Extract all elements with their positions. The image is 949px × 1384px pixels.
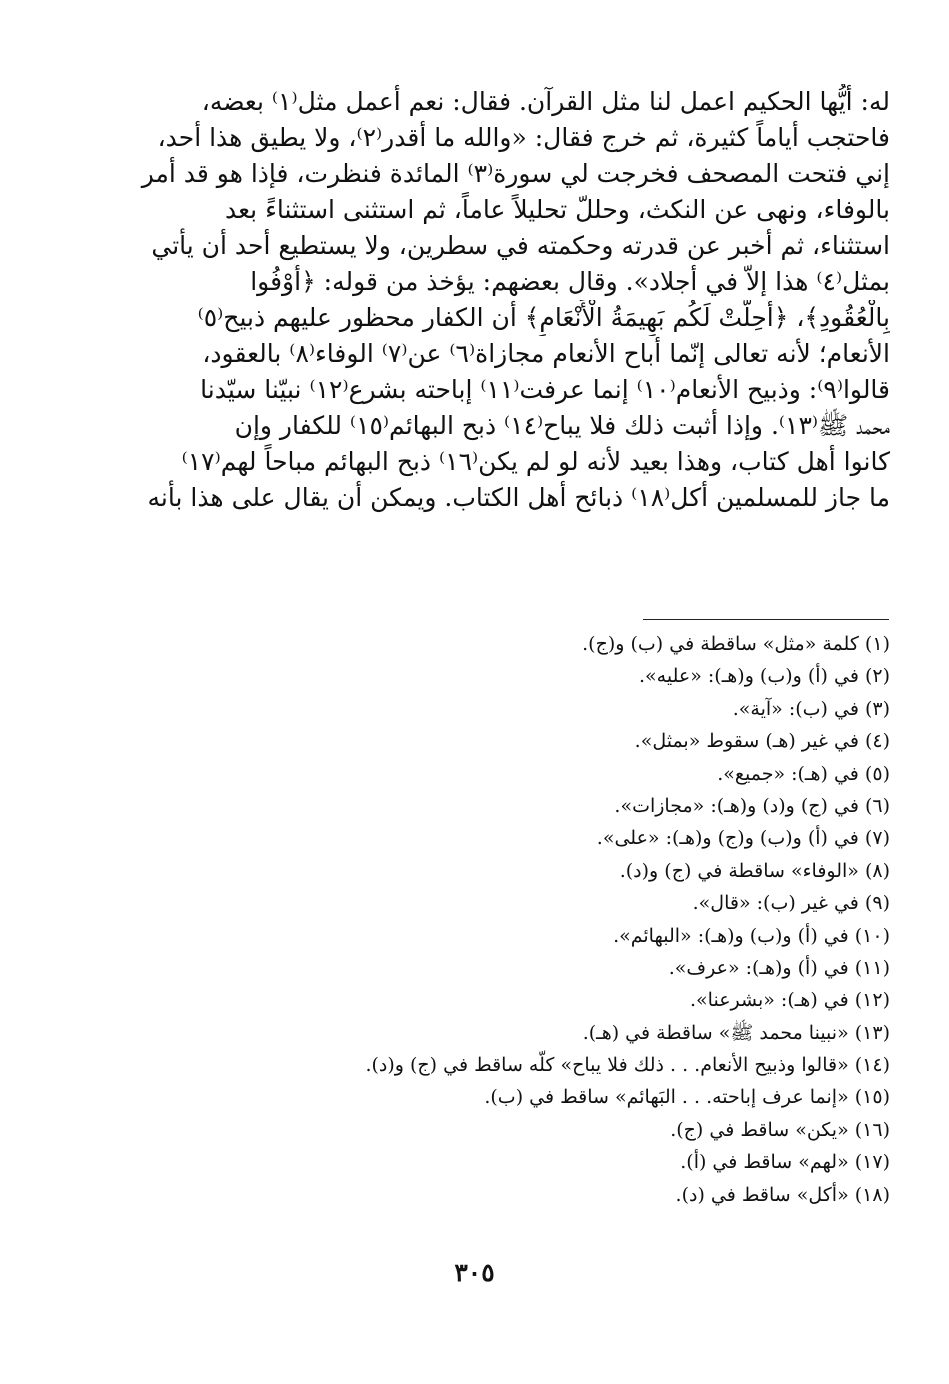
footnote: (١٦) «يكن» ساقط في (ج).: [670, 1118, 890, 1141]
footnote: (١١) في (أ) و(هـ): «عرف».: [668, 956, 890, 979]
footnote: (١٢) في (هـ): «بشرعنا».: [690, 989, 890, 1012]
footnote-divider: [643, 619, 889, 620]
footnote: (١٤) «قالوا وذبيح الأنعام. . . ذلك فلا يباح» كلّه ساقط في (ج) و(د).: [365, 1054, 890, 1077]
body-line: محمد ﷺ⁽١٣⁾. وإذا أثبت ذلك فلا يباح⁽١٤⁾ ذبح البهائم⁽١٥⁾ للكفار وإن: [234, 411, 890, 440]
footnote: (١٥) «إنما عرف إباحته. . . البَهائم» ساقط في (ب).: [484, 1086, 890, 1109]
body-line: كانوا أهل كتاب، وهذا بعيد لأنه لو لم يكن⁽١٦⁾ ذبح البهائم مباحاً لهم⁽١٧⁾: [181, 447, 890, 476]
body-line: فاحتجب أياماً كثيرة، ثم خرج فقال: «والله ما أقدر⁽٢⁾، ولا يطيق هذا أحد،: [157, 123, 890, 152]
body-line: إني فتحت المصحف فخرجت لي سورة⁽٣⁾ المائدة فنظرت، فإذا هو قد أمر: [141, 159, 890, 188]
body-line: استثناء، ثم أخبر عن قدرته وحكمته في سطرين، ولا يستطيع أحد أن يأتي: [151, 231, 890, 260]
footnote: (٩) في غير (ب): «قال».: [692, 892, 890, 915]
footnote: (٤) في غير (هـ) سقوط «بمثل».: [634, 730, 890, 753]
footnote: (١٠) في (أ) و(ب) و(هـ): «البهائم».: [613, 924, 890, 947]
body-line: الأنعام؛ لأنه تعالى إنّما أباح الأنعام مجازاة⁽٦⁾ عن⁽٧⁾ الوفاء⁽٨⁾ بالعقود،: [202, 339, 890, 368]
footnote: (١٨) «أكل» ساقط في (د).: [675, 1183, 890, 1206]
footnotes: [140, 629, 890, 1212]
main-text: [140, 84, 890, 516]
body-line: قالوا⁽٩⁾: وذبيح الأنعام⁽١٠⁾ إنما عرفت⁽١١⁾ إباحته بشرع⁽١٢⁾ نبيّنا سيّدنا: [200, 375, 890, 404]
page-number: ٣٠٥: [454, 1258, 495, 1287]
footnote: (١٣) «نبينا محمد ﷺ» ساقطة في (هـ).: [582, 1021, 890, 1044]
body-line: بالوفاء، ونهى عن النكث، وحللّ تحليلاً عاماً، ثم استثنى استثناءً بعد: [224, 195, 890, 224]
footnote: (٦) في (ج) و(د) و(هـ): «مجازات».: [614, 794, 890, 817]
body-line: ما جاز للمسلمين أكل⁽١٨⁾ ذبائح أهل الكتاب. ويمكن أن يقال على هذا بأنه: [147, 483, 890, 512]
footnote: (٥) في (هـ): «جميع».: [717, 762, 890, 785]
footnote: (١٧) «لهم» ساقط في (أ).: [680, 1151, 890, 1174]
body-line: بِالْعُقُودِ﴾، ﴿أُحِلَّتْ لَكُم بَهِيمَةُ الْأَنْعَامِ﴾ أن الكفار محظور عليهم ذبيح⁽٥⁾: [197, 303, 890, 332]
body-line: له: أيُّها الحكيم اعمل لنا مثل القرآن. فقال: نعم أعمل مثل⁽١⁾ بعضه،: [201, 87, 890, 116]
footnote: (٧) في (أ) و(ب) و(ج) و(هـ): «على».: [596, 827, 890, 850]
footnote: (١) كلمة «مثل» ساقطة في (ب) و(ج).: [582, 633, 890, 655]
footnote: (٨) «الوفاء» ساقطة في (ج) و(د).: [619, 859, 890, 882]
footnote: (٢) في (أ) و(ب) و(هـ): «عليه».: [639, 665, 890, 688]
body-line: بمثل⁽٤⁾ هذا إلاّ في أجلاد». وقال بعضهم: يؤخذ من قوله: ﴿أَوْفُوا: [250, 267, 890, 296]
footnote: (٣) في (ب): «آية».: [732, 697, 890, 720]
